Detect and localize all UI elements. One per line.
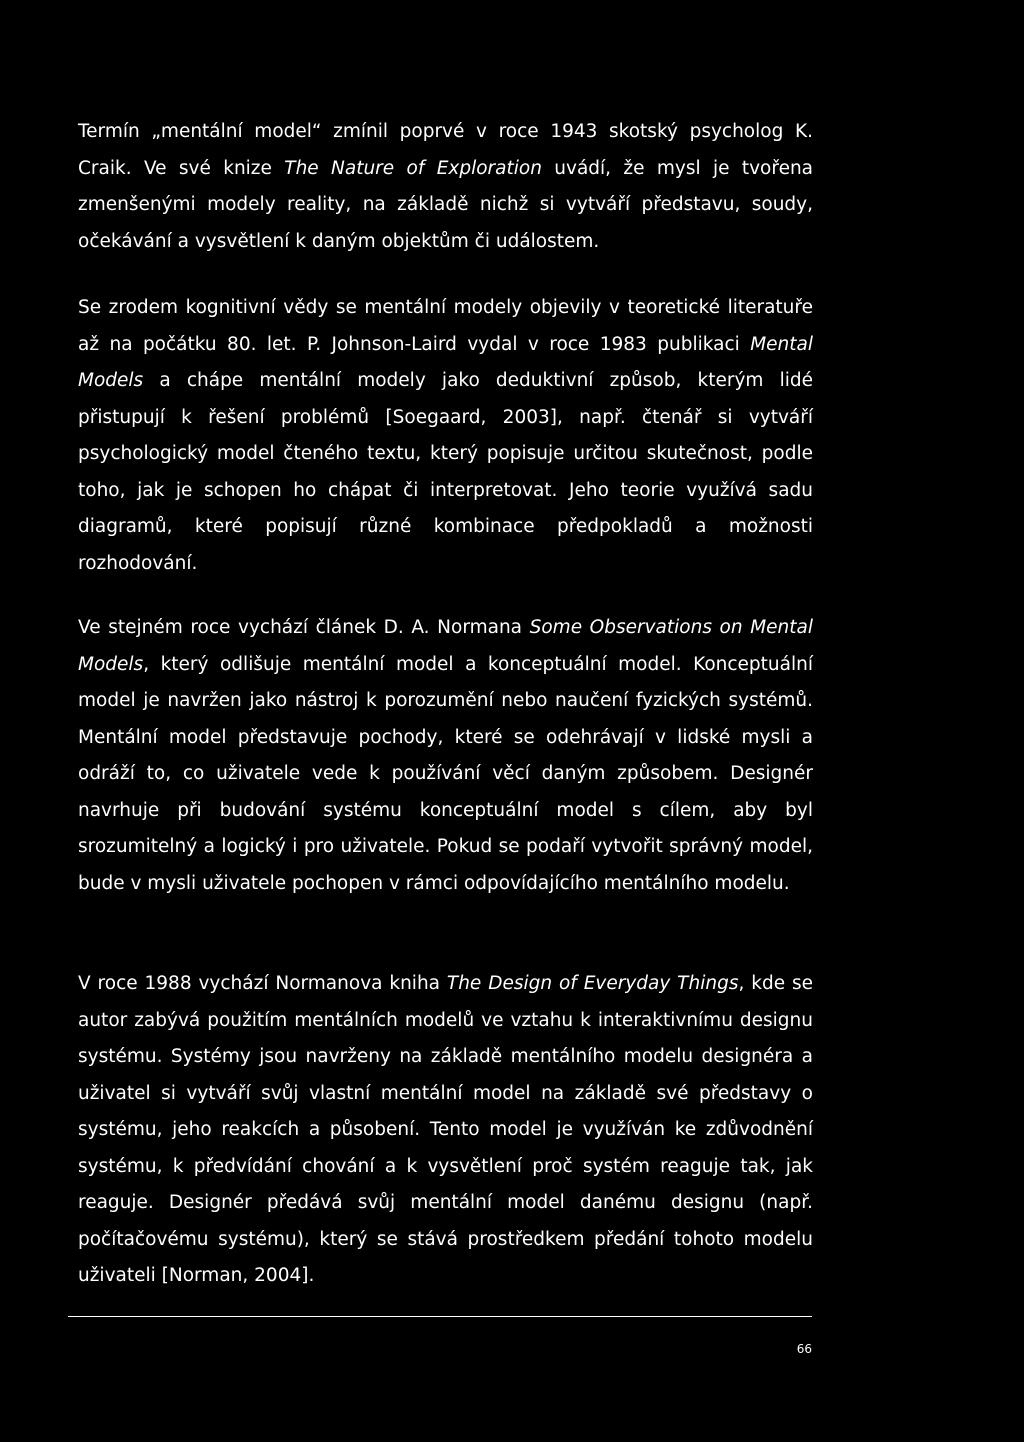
paragraph-text: Termín „mentální model“ zmínil poprvé v roce 1943 skotský psycholog K. Craik. Ve své knize — [78, 121, 813, 179]
paragraph-text: Ve stejném roce vychází článek D. A. Normana — [78, 617, 530, 638]
paragraph-text: , který odlišuje mentální model a konceptuální model. Konceptuální model je navržen jako nástroj k porozumění nebo naučení fyzických systémů. Mentální model představuje pochody, které se odehrávají v lidské mysli a odráží to, co uživatele vede k používání věcí daným způsobem. Designér navrhuje při budování systému konceptuální model s cílem, aby byl srozumitelný a logický i pro uživatele. Pokud se podaří vytvořit správný model, bude v mysli uživatele pochopen v rámci odpovídajícího mentálního modelu. — [78, 653, 813, 894]
paragraph-text: , kde se autor zabývá použitím mentálních modelů ve vztahu k interaktivnímu designu systému. Systémy jsou navrženy na základě mentálního modelu designéra a uživatel si vytváří svůj vlastní mentální model na základě své představy o systému, jeho reakcích a působení. Tento model je využíván ke zdůvodnění systému, k předvídání chování a k vysvětlení proč systém reaguje tak, jak reaguje. Designér předává svůj mentální model danému designu (např. počítačovému systému), který se stává prostředkem předání tohoto modelu uživateli [Norman, 2004]. — [78, 973, 813, 1286]
paragraph-text: Se zrodem kognitivní vědy se mentální modely objevily v teoretické literatuře až na počátku 80. let. P. Johnson-Laird vydal v roce 1983 publikaci — [78, 297, 813, 355]
page-number: 66 — [796, 1342, 812, 1356]
paragraph-text: a chápe mentální modely jako deduktivní způsob, kterým lidé přistupují k řešení problémů [Soegaard, 2003], např. čtenář si vytváří psychologický model čteného textu, který popisuje určitou skutečnost, podle toho, jak je schopen ho chápat či interpretovat. Jeho teorie využívá sadu diagramů, které popisují různé kombinace předpokladů a možnosti rozhodování. — [78, 370, 813, 574]
paragraph-norman-article — [78, 610, 813, 902]
book-title: Mental Models — [78, 333, 813, 391]
footer-divider — [68, 1316, 812, 1317]
article-title: Some Observations on Mental Models — [78, 617, 813, 675]
book-title: The Design of Everyday Things — [446, 973, 739, 994]
paragraph-text: V roce 1988 vychází Normanova kniha — [78, 973, 447, 994]
paragraph-design-of-everyday-things — [78, 966, 813, 1295]
paragraph-text: uvádí, že mysl je tvořena zmenšenými modely reality, na základě nichž si vytváří představu, soudy, očekávání a vysvětlení k daným objektům či událostem. — [78, 157, 814, 252]
paragraph-mental-model-origin — [78, 114, 813, 260]
book-title: The Nature of Exploration — [284, 157, 542, 179]
paragraph-cognitive-science — [78, 290, 813, 582]
